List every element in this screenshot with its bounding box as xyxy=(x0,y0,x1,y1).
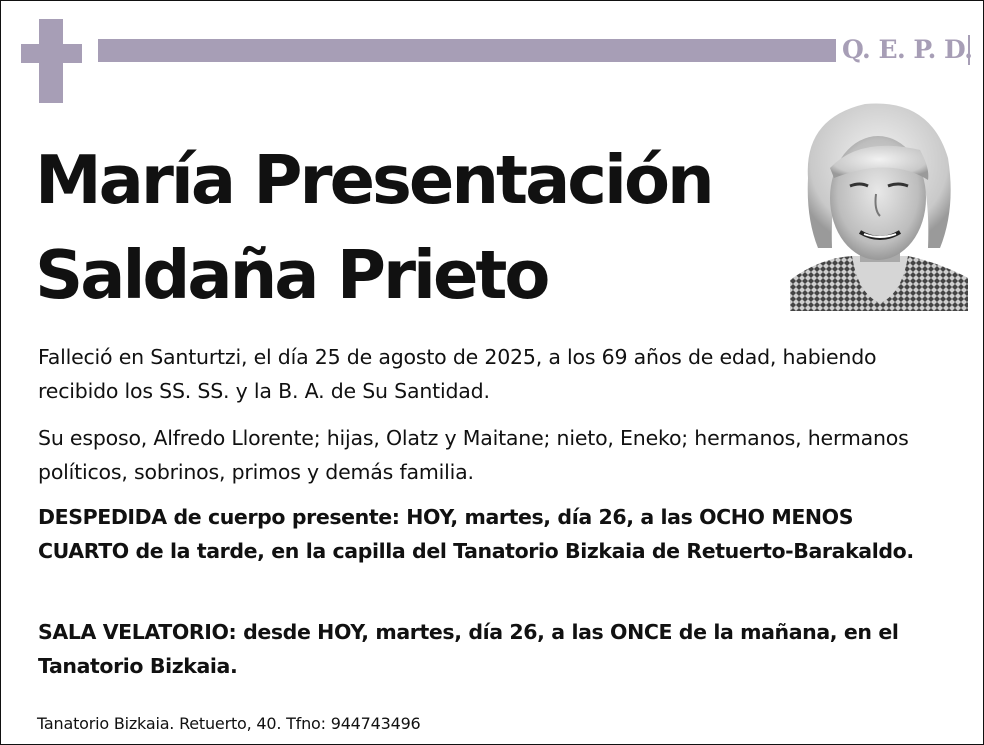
farewell-paragraph: DESPEDIDA de cuerpo presente: HOY, martes, día 26, a las OCHO MENOS CUARTO de la tarde, en la capilla del Tanatorio Bizkaia de Retuerto-Barakaldo. xyxy=(38,505,914,563)
deceased-name xyxy=(35,133,785,323)
wake-room-paragraph: SALA VELATORIO: desde HOY, martes, día 26, a las ONCE de la mañana, en el Tanatorio Bizkaia. xyxy=(38,620,899,678)
death-notice-paragraph: Falleció en Santurtzi, el día 25 de agosto de 2025, a los 69 años de edad, habiendo recibido los SS. SS. y la B. A. de Su Santidad. xyxy=(38,345,877,403)
family-paragraph: Su esposo, Alfredo Llorente; hijas, Olatz y Maitane; nieto, Eneko; hermanos, hermanos políticos, sobrinos, primos y demás familia. xyxy=(38,426,909,484)
name-line-1: María Presentación xyxy=(35,141,712,219)
portrait-photo xyxy=(790,98,968,311)
header-rule xyxy=(98,39,836,62)
name-line-2: Saldaña Prieto xyxy=(35,236,548,314)
funeral-home-contact: Tanatorio Bizkaia. Retuerto, 40. Tfno: 944743496 xyxy=(37,714,421,733)
qepd-label: Q. E. P. D. xyxy=(842,35,973,64)
cross-icon-crossbar xyxy=(21,44,82,63)
